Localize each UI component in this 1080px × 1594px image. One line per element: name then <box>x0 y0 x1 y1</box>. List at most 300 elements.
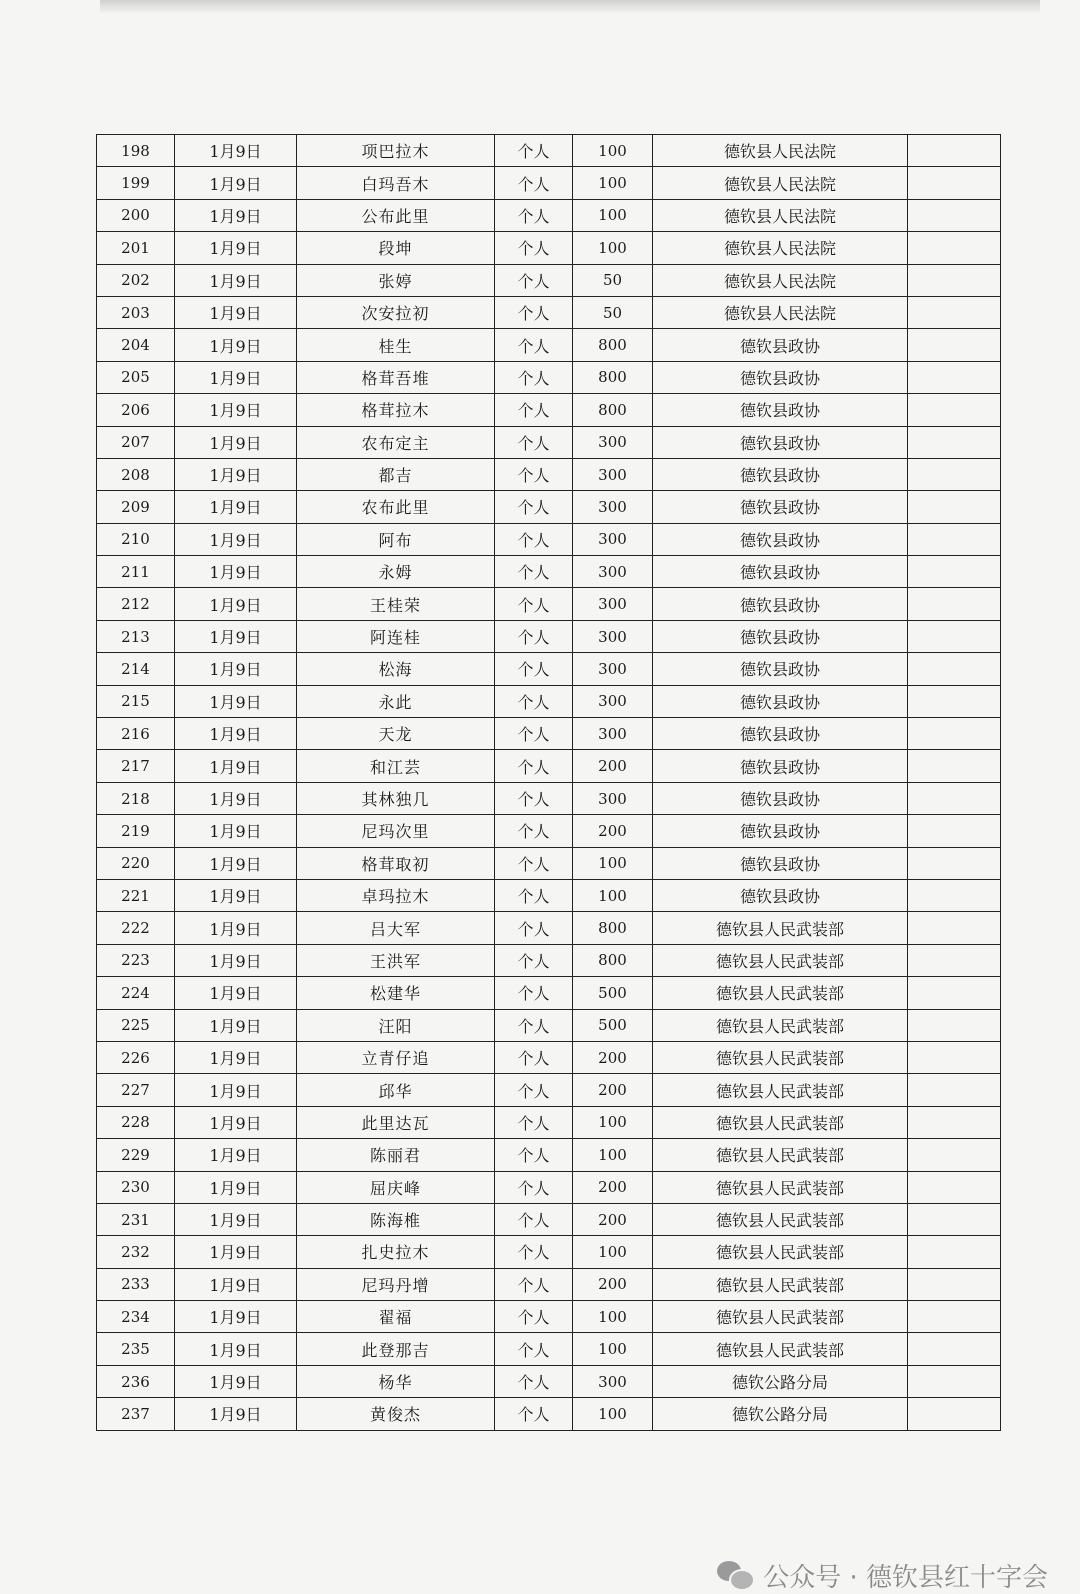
cell-serial-number: 213 <box>97 620 175 652</box>
cell-date: 1月9日 <box>175 685 297 717</box>
cell-date: 1月9日 <box>175 1301 297 1333</box>
cell-remarks <box>908 977 1001 1009</box>
cell-serial-number: 202 <box>97 264 175 296</box>
cell-serial-number: 221 <box>97 879 175 911</box>
cell-remarks <box>908 167 1001 199</box>
cell-amount: 100 <box>573 1301 653 1333</box>
cell-donor-type: 个人 <box>495 1041 573 1073</box>
cell-organization: 德钦县人民武装部 <box>653 1106 908 1138</box>
wechat-watermark <box>717 1557 1048 1594</box>
donation-table-body <box>97 135 1001 1431</box>
cell-donor-type: 个人 <box>495 1268 573 1300</box>
cell-amount: 200 <box>573 750 653 782</box>
cell-remarks <box>908 1074 1001 1106</box>
cell-remarks <box>908 523 1001 555</box>
cell-amount: 100 <box>573 232 653 264</box>
cell-date: 1月9日 <box>175 426 297 458</box>
cell-organization: 德钦县人民武装部 <box>653 1268 908 1300</box>
cell-amount: 100 <box>573 135 653 167</box>
cell-serial-number: 230 <box>97 1171 175 1203</box>
cell-organization: 德钦县人民武装部 <box>653 944 908 976</box>
cell-remarks <box>908 264 1001 296</box>
cell-remarks <box>908 588 1001 620</box>
cell-donor-type: 个人 <box>495 1203 573 1235</box>
cell-donor-name: 邱华 <box>297 1074 495 1106</box>
cell-donor-type: 个人 <box>495 653 573 685</box>
cell-serial-number: 200 <box>97 199 175 231</box>
cell-donor-name: 陈丽君 <box>297 1139 495 1171</box>
table-row <box>97 1301 1001 1333</box>
cell-amount: 200 <box>573 1203 653 1235</box>
cell-amount: 300 <box>573 1365 653 1397</box>
cell-serial-number: 235 <box>97 1333 175 1365</box>
table-row <box>97 556 1001 588</box>
cell-donor-type: 个人 <box>495 199 573 231</box>
cell-donor-type: 个人 <box>495 1009 573 1041</box>
cell-donor-name: 杨华 <box>297 1365 495 1397</box>
cell-organization: 德钦县政协 <box>653 491 908 523</box>
wechat-icon <box>717 1561 753 1591</box>
cell-date: 1月9日 <box>175 588 297 620</box>
cell-serial-number: 237 <box>97 1398 175 1430</box>
cell-amount: 300 <box>573 491 653 523</box>
table-row <box>97 750 1001 782</box>
cell-date: 1月9日 <box>175 653 297 685</box>
cell-donor-type: 个人 <box>495 361 573 393</box>
cell-donor-type: 个人 <box>495 620 573 652</box>
cell-amount: 300 <box>573 556 653 588</box>
cell-amount: 100 <box>573 847 653 879</box>
cell-serial-number: 225 <box>97 1009 175 1041</box>
cell-donor-name: 阿连桂 <box>297 620 495 652</box>
cell-remarks <box>908 912 1001 944</box>
cell-date: 1月9日 <box>175 620 297 652</box>
cell-donor-name: 扎史拉木 <box>297 1236 495 1268</box>
cell-remarks <box>908 296 1001 328</box>
cell-donor-name: 尼玛次里 <box>297 815 495 847</box>
cell-donor-type: 个人 <box>495 912 573 944</box>
cell-date: 1月9日 <box>175 296 297 328</box>
table-row <box>97 653 1001 685</box>
cell-date: 1月9日 <box>175 458 297 490</box>
cell-donor-name: 屈庆峰 <box>297 1171 495 1203</box>
cell-serial-number: 224 <box>97 977 175 1009</box>
cell-date: 1月9日 <box>175 199 297 231</box>
cell-amount: 100 <box>573 1333 653 1365</box>
table-row <box>97 1171 1001 1203</box>
cell-donor-type: 个人 <box>495 232 573 264</box>
cell-donor-type: 个人 <box>495 264 573 296</box>
cell-donor-name: 王洪军 <box>297 944 495 976</box>
cell-remarks <box>908 1333 1001 1365</box>
cell-remarks <box>908 1398 1001 1430</box>
cell-donor-type: 个人 <box>495 167 573 199</box>
cell-donor-type: 个人 <box>495 879 573 911</box>
cell-organization: 德钦县人民武装部 <box>653 1041 908 1073</box>
cell-remarks <box>908 199 1001 231</box>
cell-amount: 300 <box>573 620 653 652</box>
cell-organization: 德钦县人民武装部 <box>653 1171 908 1203</box>
cell-donor-type: 个人 <box>495 296 573 328</box>
cell-remarks <box>908 1236 1001 1268</box>
cell-serial-number: 208 <box>97 458 175 490</box>
cell-remarks <box>908 1268 1001 1300</box>
cell-donor-name: 格茸吾堆 <box>297 361 495 393</box>
cell-date: 1月9日 <box>175 1203 297 1235</box>
cell-remarks <box>908 620 1001 652</box>
cell-amount: 100 <box>573 1106 653 1138</box>
cell-donor-type: 个人 <box>495 718 573 750</box>
table-row <box>97 944 1001 976</box>
cell-donor-type: 个人 <box>495 458 573 490</box>
cell-remarks <box>908 1106 1001 1138</box>
table-row <box>97 847 1001 879</box>
cell-date: 1月9日 <box>175 361 297 393</box>
cell-date: 1月9日 <box>175 264 297 296</box>
cell-serial-number: 199 <box>97 167 175 199</box>
cell-organization: 德钦县人民武装部 <box>653 1236 908 1268</box>
table-row <box>97 361 1001 393</box>
cell-organization: 德钦县政协 <box>653 458 908 490</box>
cell-organization: 德钦县政协 <box>653 653 908 685</box>
cell-donor-type: 个人 <box>495 135 573 167</box>
cell-donor-name: 卓玛拉木 <box>297 879 495 911</box>
cell-donor-type: 个人 <box>495 1365 573 1397</box>
cell-serial-number: 216 <box>97 718 175 750</box>
table-row <box>97 588 1001 620</box>
cell-remarks <box>908 1171 1001 1203</box>
cell-donor-name: 白玛吾木 <box>297 167 495 199</box>
cell-donor-type: 个人 <box>495 426 573 458</box>
cell-donor-type: 个人 <box>495 1074 573 1106</box>
cell-date: 1月9日 <box>175 1171 297 1203</box>
cell-amount: 800 <box>573 361 653 393</box>
cell-organization: 德钦县人民武装部 <box>653 1139 908 1171</box>
cell-serial-number: 232 <box>97 1236 175 1268</box>
cell-serial-number: 205 <box>97 361 175 393</box>
cell-donor-name: 王桂荣 <box>297 588 495 620</box>
cell-serial-number: 211 <box>97 556 175 588</box>
cell-date: 1月9日 <box>175 944 297 976</box>
cell-date: 1月9日 <box>175 1365 297 1397</box>
cell-donor-name: 农布此里 <box>297 491 495 523</box>
cell-date: 1月9日 <box>175 750 297 782</box>
cell-date: 1月9日 <box>175 491 297 523</box>
table-row <box>97 1106 1001 1138</box>
cell-remarks <box>908 329 1001 361</box>
cell-donor-type: 个人 <box>495 685 573 717</box>
cell-remarks <box>908 394 1001 426</box>
cell-donor-type: 个人 <box>495 750 573 782</box>
table-row <box>97 879 1001 911</box>
cell-donor-type: 个人 <box>495 977 573 1009</box>
cell-remarks <box>908 426 1001 458</box>
table-row <box>97 1041 1001 1073</box>
table-row <box>97 523 1001 555</box>
cell-donor-name: 阿布 <box>297 523 495 555</box>
cell-organization: 德钦县政协 <box>653 588 908 620</box>
table-row <box>97 912 1001 944</box>
cell-organization: 德钦县人民武装部 <box>653 977 908 1009</box>
cell-amount: 200 <box>573 815 653 847</box>
cell-amount: 300 <box>573 523 653 555</box>
cell-donor-type: 个人 <box>495 329 573 361</box>
cell-serial-number: 233 <box>97 1268 175 1300</box>
cell-date: 1月9日 <box>175 847 297 879</box>
cell-amount: 100 <box>573 1139 653 1171</box>
cell-remarks <box>908 1203 1001 1235</box>
table-row <box>97 232 1001 264</box>
cell-donor-type: 个人 <box>495 1333 573 1365</box>
cell-serial-number: 220 <box>97 847 175 879</box>
cell-organization: 德钦县人民武装部 <box>653 1009 908 1041</box>
cell-remarks <box>908 361 1001 393</box>
cell-date: 1月9日 <box>175 912 297 944</box>
cell-date: 1月9日 <box>175 1268 297 1300</box>
cell-remarks <box>908 135 1001 167</box>
cell-serial-number: 227 <box>97 1074 175 1106</box>
cell-remarks <box>908 653 1001 685</box>
table-row <box>97 296 1001 328</box>
table-row <box>97 1398 1001 1430</box>
cell-amount: 300 <box>573 426 653 458</box>
cell-donor-name: 永此 <box>297 685 495 717</box>
cell-remarks <box>908 458 1001 490</box>
cell-organization: 德钦县政协 <box>653 620 908 652</box>
donation-table-container <box>96 134 1000 1431</box>
cell-donor-name: 汪阳 <box>297 1009 495 1041</box>
cell-date: 1月9日 <box>175 1041 297 1073</box>
cell-amount: 50 <box>573 264 653 296</box>
cell-donor-type: 个人 <box>495 588 573 620</box>
cell-donor-type: 个人 <box>495 815 573 847</box>
table-row <box>97 394 1001 426</box>
cell-organization: 德钦县政协 <box>653 782 908 814</box>
cell-amount: 300 <box>573 653 653 685</box>
cell-donor-type: 个人 <box>495 1171 573 1203</box>
cell-donor-type: 个人 <box>495 1139 573 1171</box>
cell-donor-name: 天龙 <box>297 718 495 750</box>
cell-date: 1月9日 <box>175 815 297 847</box>
table-row <box>97 815 1001 847</box>
table-row <box>97 1333 1001 1365</box>
cell-organization: 德钦县政协 <box>653 879 908 911</box>
table-row <box>97 329 1001 361</box>
table-row <box>97 1203 1001 1235</box>
cell-amount: 500 <box>573 977 653 1009</box>
cell-organization: 德钦县人民武装部 <box>653 1301 908 1333</box>
cell-organization: 德钦县人民法院 <box>653 199 908 231</box>
cell-remarks <box>908 879 1001 911</box>
cell-donor-type: 个人 <box>495 491 573 523</box>
cell-donor-name: 次安拉初 <box>297 296 495 328</box>
cell-remarks <box>908 1301 1001 1333</box>
top-scan-artifact <box>100 0 1040 14</box>
table-row <box>97 426 1001 458</box>
cell-organization: 德钦公路分局 <box>653 1365 908 1397</box>
cell-donor-name: 松海 <box>297 653 495 685</box>
table-row <box>97 1074 1001 1106</box>
cell-donor-name: 此里达瓦 <box>297 1106 495 1138</box>
table-row <box>97 977 1001 1009</box>
cell-date: 1月9日 <box>175 167 297 199</box>
cell-remarks <box>908 718 1001 750</box>
cell-donor-name: 松建华 <box>297 977 495 1009</box>
cell-serial-number: 228 <box>97 1106 175 1138</box>
cell-serial-number: 226 <box>97 1041 175 1073</box>
cell-serial-number: 236 <box>97 1365 175 1397</box>
cell-serial-number: 198 <box>97 135 175 167</box>
cell-organization: 德钦公路分局 <box>653 1398 908 1430</box>
cell-remarks <box>908 1041 1001 1073</box>
cell-donor-name: 和江芸 <box>297 750 495 782</box>
cell-organization: 德钦县人民法院 <box>653 296 908 328</box>
cell-amount: 800 <box>573 944 653 976</box>
cell-donor-name: 翟福 <box>297 1301 495 1333</box>
cell-serial-number: 234 <box>97 1301 175 1333</box>
cell-amount: 100 <box>573 199 653 231</box>
cell-serial-number: 214 <box>97 653 175 685</box>
cell-donor-name: 格茸取初 <box>297 847 495 879</box>
table-row <box>97 491 1001 523</box>
cell-organization: 德钦县政协 <box>653 718 908 750</box>
cell-amount: 800 <box>573 394 653 426</box>
cell-donor-type: 个人 <box>495 1398 573 1430</box>
cell-serial-number: 210 <box>97 523 175 555</box>
cell-serial-number: 222 <box>97 912 175 944</box>
cell-remarks <box>908 847 1001 879</box>
cell-donor-name: 黄俊杰 <box>297 1398 495 1430</box>
cell-remarks <box>908 1009 1001 1041</box>
table-row <box>97 782 1001 814</box>
cell-donor-name: 桂生 <box>297 329 495 361</box>
table-row <box>97 1236 1001 1268</box>
cell-remarks <box>908 1365 1001 1397</box>
table-row <box>97 458 1001 490</box>
donation-table <box>96 134 1001 1431</box>
table-row <box>97 1268 1001 1300</box>
table-row <box>97 264 1001 296</box>
cell-donor-name: 尼玛丹增 <box>297 1268 495 1300</box>
table-row <box>97 167 1001 199</box>
table-row <box>97 685 1001 717</box>
cell-donor-name: 此登那吉 <box>297 1333 495 1365</box>
cell-amount: 200 <box>573 1074 653 1106</box>
cell-organization: 德钦县人民武装部 <box>653 1203 908 1235</box>
cell-amount: 200 <box>573 1041 653 1073</box>
cell-amount: 100 <box>573 1398 653 1430</box>
cell-amount: 100 <box>573 879 653 911</box>
cell-organization: 德钦县政协 <box>653 426 908 458</box>
cell-donor-type: 个人 <box>495 847 573 879</box>
cell-organization: 德钦县政协 <box>653 815 908 847</box>
cell-donor-type: 个人 <box>495 523 573 555</box>
cell-remarks <box>908 232 1001 264</box>
cell-serial-number: 215 <box>97 685 175 717</box>
cell-date: 1月9日 <box>175 1139 297 1171</box>
table-row <box>97 718 1001 750</box>
cell-serial-number: 218 <box>97 782 175 814</box>
cell-serial-number: 203 <box>97 296 175 328</box>
cell-date: 1月9日 <box>175 232 297 264</box>
cell-donor-name: 陈海椎 <box>297 1203 495 1235</box>
cell-remarks <box>908 815 1001 847</box>
table-row <box>97 620 1001 652</box>
cell-amount: 300 <box>573 685 653 717</box>
cell-donor-name: 其林独几 <box>297 782 495 814</box>
cell-organization: 德钦县政协 <box>653 394 908 426</box>
cell-organization: 德钦县人民法院 <box>653 135 908 167</box>
cell-organization: 德钦县人民武装部 <box>653 912 908 944</box>
cell-amount: 100 <box>573 167 653 199</box>
cell-organization: 德钦县政协 <box>653 847 908 879</box>
cell-organization: 德钦县人民武装部 <box>653 1074 908 1106</box>
cell-serial-number: 229 <box>97 1139 175 1171</box>
cell-donor-name: 吕大军 <box>297 912 495 944</box>
cell-donor-type: 个人 <box>495 944 573 976</box>
cell-donor-name: 永姆 <box>297 556 495 588</box>
cell-organization: 德钦县人民法院 <box>653 232 908 264</box>
cell-organization: 德钦县政协 <box>653 523 908 555</box>
cell-donor-name: 立青仔追 <box>297 1041 495 1073</box>
cell-remarks <box>908 685 1001 717</box>
cell-date: 1月9日 <box>175 718 297 750</box>
cell-donor-type: 个人 <box>495 1236 573 1268</box>
cell-serial-number: 217 <box>97 750 175 782</box>
cell-serial-number: 201 <box>97 232 175 264</box>
cell-serial-number: 206 <box>97 394 175 426</box>
cell-remarks <box>908 1139 1001 1171</box>
cell-donor-type: 个人 <box>495 394 573 426</box>
cell-remarks <box>908 944 1001 976</box>
cell-date: 1月9日 <box>175 1236 297 1268</box>
cell-remarks <box>908 556 1001 588</box>
cell-amount: 800 <box>573 329 653 361</box>
cell-serial-number: 209 <box>97 491 175 523</box>
cell-organization: 德钦县政协 <box>653 556 908 588</box>
cell-amount: 300 <box>573 458 653 490</box>
cell-date: 1月9日 <box>175 556 297 588</box>
cell-donor-type: 个人 <box>495 1301 573 1333</box>
cell-amount: 800 <box>573 912 653 944</box>
cell-remarks <box>908 750 1001 782</box>
cell-donor-name: 项巴拉木 <box>297 135 495 167</box>
cell-remarks <box>908 491 1001 523</box>
cell-serial-number: 212 <box>97 588 175 620</box>
cell-date: 1月9日 <box>175 135 297 167</box>
table-row <box>97 1139 1001 1171</box>
table-row <box>97 1009 1001 1041</box>
cell-donor-name: 张婷 <box>297 264 495 296</box>
cell-donor-type: 个人 <box>495 1106 573 1138</box>
cell-donor-name: 段坤 <box>297 232 495 264</box>
table-row <box>97 199 1001 231</box>
cell-date: 1月9日 <box>175 1333 297 1365</box>
cell-organization: 德钦县人民武装部 <box>653 1333 908 1365</box>
cell-date: 1月9日 <box>175 977 297 1009</box>
watermark-text: 公众号 · 德钦县红十字会 <box>763 1563 1048 1593</box>
cell-date: 1月9日 <box>175 329 297 361</box>
cell-date: 1月9日 <box>175 879 297 911</box>
cell-donor-name: 格茸拉木 <box>297 394 495 426</box>
cell-serial-number: 231 <box>97 1203 175 1235</box>
cell-donor-name: 农布定主 <box>297 426 495 458</box>
cell-organization: 德钦县政协 <box>653 685 908 717</box>
cell-date: 1月9日 <box>175 1074 297 1106</box>
cell-donor-type: 个人 <box>495 782 573 814</box>
cell-serial-number: 223 <box>97 944 175 976</box>
cell-donor-name: 公布此里 <box>297 199 495 231</box>
